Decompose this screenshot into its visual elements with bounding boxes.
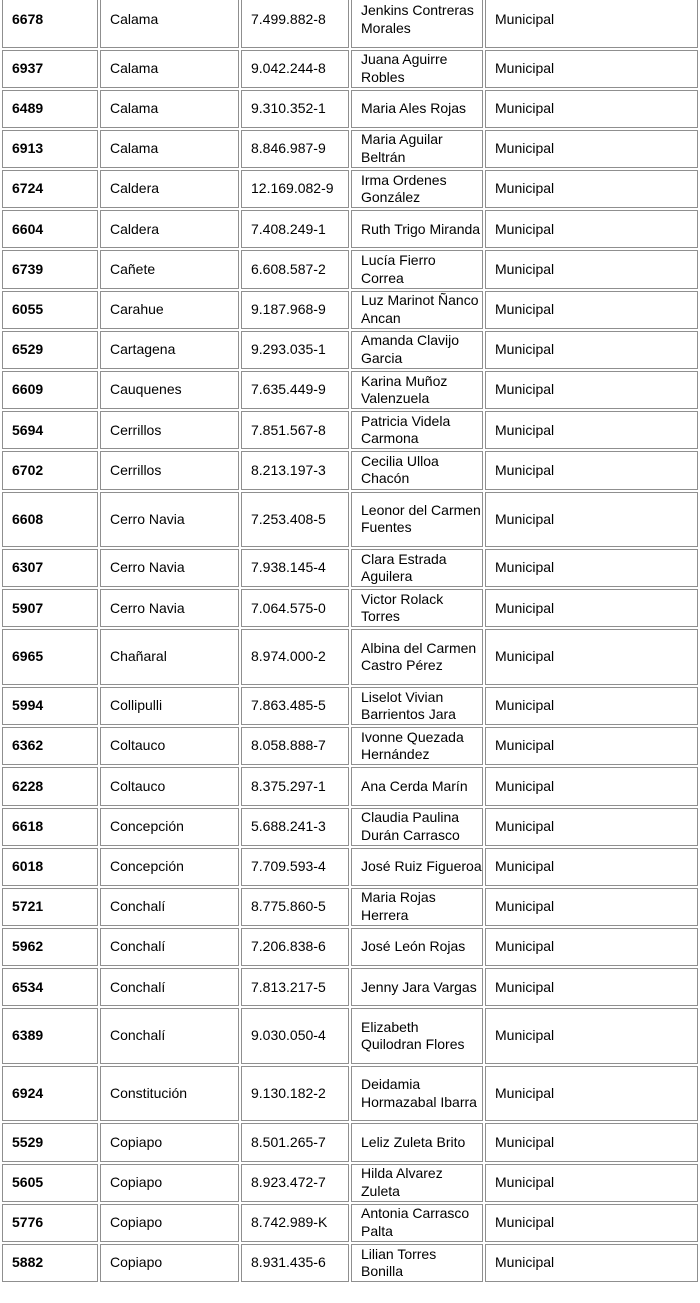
cell-commune: Copiapo: [100, 1123, 239, 1161]
cell-rut: 7.851.567-8: [241, 411, 349, 449]
cell-type: Municipal: [485, 210, 698, 248]
cell-rut: 9.042.244-8: [241, 50, 349, 88]
cell-rut: 8.775.860-5: [241, 888, 349, 926]
cell-name: Maria Ales Rojas: [351, 90, 483, 128]
cell-type: Municipal: [485, 411, 698, 449]
cell-commune: Calama: [100, 50, 239, 88]
cell-commune: Cerrillos: [100, 451, 239, 489]
cell-type: Municipal: [485, 1164, 698, 1202]
table-row: [2, 1008, 698, 1064]
cell-rut: 7.253.408-5: [241, 492, 349, 548]
cell-id: 6724: [2, 170, 98, 208]
cell-name: Antonia Carrasco Palta: [351, 1204, 483, 1242]
cell-commune: Cerro Navia: [100, 549, 239, 587]
cell-name: Clara Estrada Aguilera: [351, 549, 483, 587]
cell-type: Municipal: [485, 371, 698, 409]
cell-rut: 9.187.968-9: [241, 291, 349, 329]
cell-name: Lucía Fierro Correa: [351, 250, 483, 288]
cell-rut: 8.931.435-6: [241, 1244, 349, 1282]
cell-id: 6937: [2, 50, 98, 88]
cell-rut: 8.213.197-3: [241, 451, 349, 489]
table-row: [2, 371, 698, 409]
cell-name: Jenny Jara Vargas: [351, 968, 483, 1006]
cell-rut: 5.688.241-3: [241, 808, 349, 846]
cell-rut: 9.030.050-4: [241, 1008, 349, 1064]
cell-type: Municipal: [485, 492, 698, 548]
table-row: [2, 451, 698, 489]
cell-type: Municipal: [485, 928, 698, 966]
cell-commune: Chañaral: [100, 629, 239, 685]
cell-name: Elizabeth Quilodran Flores: [351, 1008, 483, 1064]
cell-rut: 7.408.249-1: [241, 210, 349, 248]
cell-rut: 9.293.035-1: [241, 331, 349, 369]
cell-name: Lilian Torres Bonilla: [351, 1244, 483, 1282]
cell-commune: Conchalí: [100, 1008, 239, 1064]
cell-id: 6678: [2, 0, 98, 48]
cell-commune: Cauquenes: [100, 371, 239, 409]
cell-rut: 8.501.265-7: [241, 1123, 349, 1161]
table-row: [2, 492, 698, 548]
cell-commune: Cerro Navia: [100, 589, 239, 627]
cell-name: Liselot Vivian Barrientos Jara: [351, 687, 483, 725]
cell-name: Juana Aguirre Robles: [351, 50, 483, 88]
cell-id: 6529: [2, 331, 98, 369]
cell-id: 6534: [2, 968, 98, 1006]
cell-name: Ana Cerda Marín: [351, 767, 483, 805]
table-row: [2, 928, 698, 966]
cell-type: Municipal: [485, 451, 698, 489]
table-row: [2, 888, 698, 926]
cell-commune: Concepción: [100, 848, 239, 886]
cell-type: Municipal: [485, 291, 698, 329]
cell-name: Hilda Alvarez Zuleta: [351, 1164, 483, 1202]
cell-commune: Conchalí: [100, 928, 239, 966]
cell-name: Karina Muñoz Valenzuela: [351, 371, 483, 409]
table-row: [2, 250, 698, 288]
cell-type: Municipal: [485, 968, 698, 1006]
cell-commune: Cerrillos: [100, 411, 239, 449]
cell-type: Municipal: [485, 331, 698, 369]
cell-type: Municipal: [485, 50, 698, 88]
table-row: [2, 1164, 698, 1202]
cell-rut: 9.130.182-2: [241, 1066, 349, 1122]
cell-rut: 7.206.838-6: [241, 928, 349, 966]
cell-type: Municipal: [485, 629, 698, 685]
cell-commune: Calama: [100, 90, 239, 128]
cell-name: Leliz Zuleta Brito: [351, 1123, 483, 1161]
cell-id: 5776: [2, 1204, 98, 1242]
cell-type: Municipal: [485, 888, 698, 926]
cell-type: Municipal: [485, 0, 698, 48]
cell-type: Municipal: [485, 549, 698, 587]
cell-type: Municipal: [485, 589, 698, 627]
table-row: [2, 0, 698, 48]
table-row: [2, 1123, 698, 1161]
cell-id: 6702: [2, 451, 98, 489]
cell-rut: 8.058.888-7: [241, 727, 349, 765]
cell-commune: Constitución: [100, 1066, 239, 1122]
cell-name: Ruth Trigo Miranda: [351, 210, 483, 248]
cell-id: 6307: [2, 549, 98, 587]
table-row: [2, 968, 698, 1006]
table-row: [2, 130, 698, 168]
table-row: [2, 767, 698, 805]
cell-type: Municipal: [485, 808, 698, 846]
cell-id: 6913: [2, 130, 98, 168]
cell-rut: 7.938.145-4: [241, 549, 349, 587]
cell-name: Amanda Clavijo Garcia: [351, 331, 483, 369]
cell-name: Luz Marinot Ñanco Ancan: [351, 291, 483, 329]
cell-id: 6018: [2, 848, 98, 886]
cell-id: 6389: [2, 1008, 98, 1064]
table-row: [2, 411, 698, 449]
cell-type: Municipal: [485, 130, 698, 168]
cell-name: Leonor del Carmen Fuentes: [351, 492, 483, 548]
cell-id: 6604: [2, 210, 98, 248]
cell-commune: Carahue: [100, 291, 239, 329]
cell-commune: Coltauco: [100, 767, 239, 805]
cell-commune: Copiapo: [100, 1164, 239, 1202]
table-row: [2, 629, 698, 685]
cell-rut: 8.846.987-9: [241, 130, 349, 168]
cell-id: 5907: [2, 589, 98, 627]
cell-id: 6362: [2, 727, 98, 765]
table-row: [2, 50, 698, 88]
cell-name: Cecilia Ulloa Chacón: [351, 451, 483, 489]
table-row: [2, 727, 698, 765]
table-row: [2, 90, 698, 128]
cell-rut: 8.974.000-2: [241, 629, 349, 685]
cell-commune: Calama: [100, 0, 239, 48]
cell-type: Municipal: [485, 1123, 698, 1161]
table-row: [2, 1204, 698, 1242]
cell-commune: Cañete: [100, 250, 239, 288]
cell-type: Municipal: [485, 1008, 698, 1064]
cell-name: Albina del Carmen Castro Pérez: [351, 629, 483, 685]
cell-type: Municipal: [485, 90, 698, 128]
cell-name: Claudia Paulina Durán Carrasco: [351, 808, 483, 846]
cell-type: Municipal: [485, 1204, 698, 1242]
cell-name: Jenkins Contreras Morales: [351, 0, 483, 48]
table-row: [2, 210, 698, 248]
cell-type: Municipal: [485, 848, 698, 886]
cell-name: José Ruiz Figueroa: [351, 848, 483, 886]
cell-type: Municipal: [485, 767, 698, 805]
cell-rut: 7.499.882-8: [241, 0, 349, 48]
cell-name: Patricia Videla Carmona: [351, 411, 483, 449]
cell-name: Maria Rojas Herrera: [351, 888, 483, 926]
cell-id: 6228: [2, 767, 98, 805]
cell-rut: 7.813.217-5: [241, 968, 349, 1006]
cell-id: 5882: [2, 1244, 98, 1282]
cell-rut: 7.709.593-4: [241, 848, 349, 886]
table-row: [2, 687, 698, 725]
cell-id: 6924: [2, 1066, 98, 1122]
cell-commune: Copiapo: [100, 1244, 239, 1282]
cell-rut: 7.635.449-9: [241, 371, 349, 409]
cell-type: Municipal: [485, 727, 698, 765]
table-row: [2, 589, 698, 627]
cell-commune: Caldera: [100, 210, 239, 248]
cell-rut: 7.064.575-0: [241, 589, 349, 627]
cell-id: 5721: [2, 888, 98, 926]
cell-id: 6609: [2, 371, 98, 409]
cell-id: 6618: [2, 808, 98, 846]
cell-type: Municipal: [485, 1244, 698, 1282]
cell-id: 6055: [2, 291, 98, 329]
table-row: [2, 1066, 698, 1122]
cell-rut: 8.742.989-K: [241, 1204, 349, 1242]
cell-commune: Conchalí: [100, 888, 239, 926]
cell-rut: 6.608.587-2: [241, 250, 349, 288]
cell-id: 6739: [2, 250, 98, 288]
table-row: [2, 549, 698, 587]
table-row: [2, 170, 698, 208]
cell-commune: Cerro Navia: [100, 492, 239, 548]
table-row: [2, 1244, 698, 1282]
cell-commune: Caldera: [100, 170, 239, 208]
cell-type: Municipal: [485, 1066, 698, 1122]
cell-id: 6608: [2, 492, 98, 548]
cell-id: 6965: [2, 629, 98, 685]
cell-name: José León Rojas: [351, 928, 483, 966]
cell-type: Municipal: [485, 250, 698, 288]
cell-id: 5605: [2, 1164, 98, 1202]
cell-commune: Copiapo: [100, 1204, 239, 1242]
cell-type: Municipal: [485, 687, 698, 725]
cell-name: Maria Aguilar Beltrán: [351, 130, 483, 168]
cell-id: 5694: [2, 411, 98, 449]
cell-id: 5529: [2, 1123, 98, 1161]
cell-name: Ivonne Quezada Hernández: [351, 727, 483, 765]
cell-id: 5994: [2, 687, 98, 725]
cell-rut: 9.310.352-1: [241, 90, 349, 128]
cell-rut: 8.923.472-7: [241, 1164, 349, 1202]
cell-id: 5962: [2, 928, 98, 966]
cell-rut: 8.375.297-1: [241, 767, 349, 805]
cell-commune: Conchalí: [100, 968, 239, 1006]
cell-name: Victor Rolack Torres: [351, 589, 483, 627]
cell-id: 6489: [2, 90, 98, 128]
cell-commune: Cartagena: [100, 331, 239, 369]
cell-type: Municipal: [485, 170, 698, 208]
cell-rut: 7.863.485-5: [241, 687, 349, 725]
table-row: [2, 808, 698, 846]
cell-name: Irma Ordenes González: [351, 170, 483, 208]
cell-commune: Calama: [100, 130, 239, 168]
table-row: [2, 291, 698, 329]
cell-commune: Coltauco: [100, 727, 239, 765]
cell-commune: Concepción: [100, 808, 239, 846]
cell-rut: 12.169.082-9: [241, 170, 349, 208]
table-body: [2, 0, 698, 1282]
cell-name: Deidamia Hormazabal Ibarra: [351, 1066, 483, 1122]
table-row: [2, 331, 698, 369]
cell-commune: Collipulli: [100, 687, 239, 725]
table-row: [2, 848, 698, 886]
